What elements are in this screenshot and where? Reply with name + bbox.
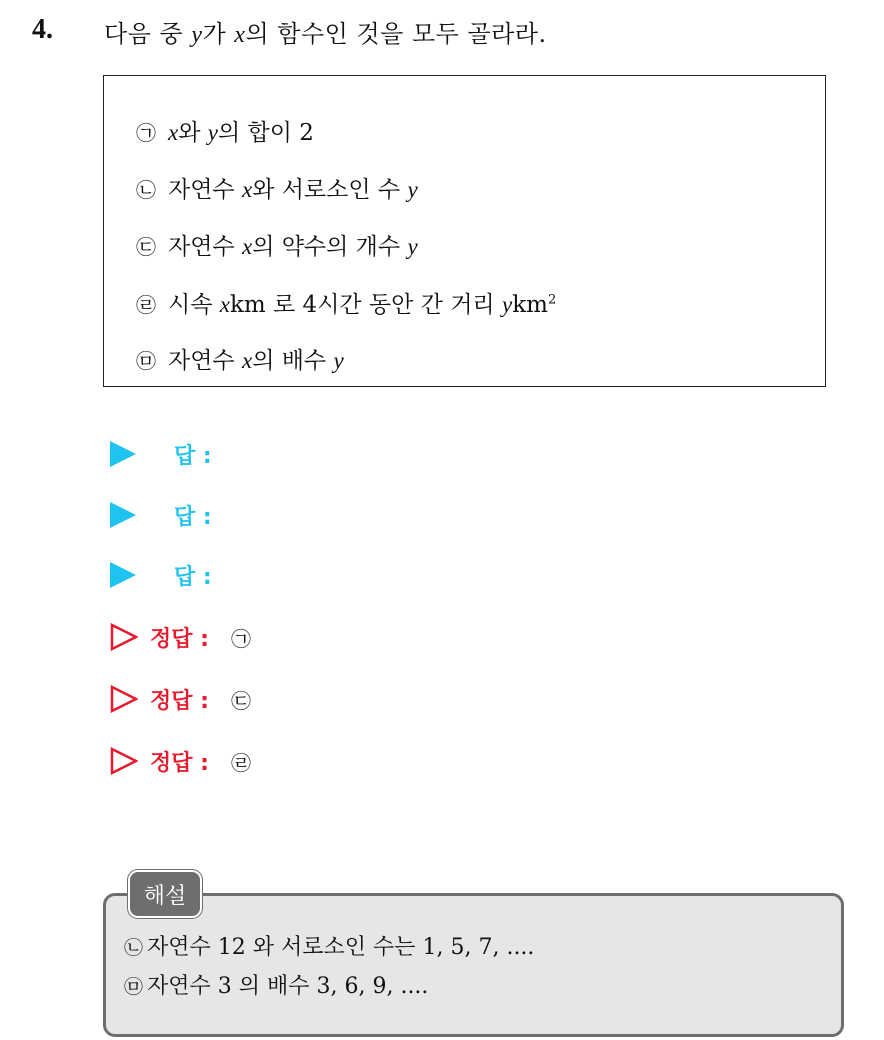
- question-number: 4.: [32, 14, 53, 45]
- math-variable: x: [219, 292, 230, 317]
- option-text-part: 와: [178, 120, 208, 146]
- option-text-part: 자연수: [168, 177, 242, 203]
- question-text-pre: 다음 중: [104, 20, 192, 48]
- variable-x: x: [234, 22, 246, 48]
- option-item: [134, 171, 418, 204]
- correct-value: ㉣: [230, 750, 251, 775]
- option-marker: ㉢: [136, 235, 156, 259]
- solution-text: 자연수 12 와 서로소인 수는 1, 5, 7, ....: [147, 935, 535, 960]
- solution-tag: 해설: [128, 870, 202, 918]
- solution-marker: ㉤: [124, 976, 144, 998]
- solution-line: [124, 930, 534, 961]
- variable-y: y: [191, 22, 203, 48]
- option-text-part: 2: [547, 292, 557, 308]
- outline-triangle-icon: [110, 685, 138, 713]
- answer-row: [110, 498, 212, 532]
- option-text: [168, 234, 418, 260]
- math-variable: y: [407, 234, 418, 259]
- option-text-part: 와 서로소인 수: [252, 177, 408, 203]
- play-triangle-icon: [110, 441, 136, 467]
- answer-label: 답 :: [174, 443, 212, 469]
- answer-row: [110, 558, 212, 592]
- outline-triangle-icon: [110, 623, 138, 651]
- option-marker: ㉡: [136, 178, 156, 202]
- math-variable: y: [333, 348, 344, 373]
- correct-label: 정답 :: [150, 626, 209, 652]
- answer-label: 답 :: [174, 504, 212, 530]
- option-item: [134, 114, 314, 147]
- solution-text: 자연수 3 의 배수 3, 6, 9, ....: [147, 974, 429, 999]
- answer-row: [110, 437, 212, 471]
- math-variable: x: [241, 348, 253, 373]
- math-variable: y: [207, 120, 218, 145]
- option-text: [168, 348, 344, 374]
- option-item: [134, 342, 344, 375]
- play-triangle-icon: [110, 502, 136, 528]
- math-variable: x: [241, 234, 253, 259]
- correct-answer-row: [110, 682, 251, 716]
- option-item: [134, 228, 418, 261]
- option-text-part: km: [512, 292, 548, 318]
- correct-value: ㉠: [230, 626, 251, 651]
- option-text-part: 시속: [168, 292, 220, 318]
- option-text-part: 의 배수: [252, 348, 334, 374]
- answer-label: 답 :: [174, 564, 212, 590]
- option-marker: ㉤: [136, 349, 156, 373]
- option-text-part: 자연수: [168, 348, 242, 374]
- option-item: [134, 286, 556, 319]
- question-text-post: 의 함수인 것을 모두 골라라.: [245, 20, 547, 48]
- question-text: [104, 14, 547, 49]
- outline-triangle-icon: [110, 747, 138, 775]
- correct-answer-row: [110, 744, 251, 778]
- math-variable: y: [501, 292, 513, 317]
- math-variable: x: [241, 177, 253, 202]
- play-triangle-icon: [110, 562, 136, 588]
- option-text: [168, 120, 314, 146]
- correct-label: 정답 :: [150, 750, 209, 776]
- solution-marker: ㉡: [124, 937, 144, 959]
- option-text-part: km 로 4시간 동안 간 거리: [229, 292, 502, 318]
- option-text-part: 자연수: [168, 234, 242, 260]
- math-variable: y: [407, 177, 418, 202]
- options-box: [103, 75, 826, 387]
- solution-box: [103, 893, 844, 1037]
- option-text-part: 의 합이 2: [217, 120, 314, 146]
- solution-line: [124, 969, 428, 1000]
- option-text: [168, 177, 418, 203]
- question-text-mid: 가: [202, 20, 235, 48]
- math-variable: x: [168, 120, 179, 145]
- option-marker: ㉣: [136, 293, 156, 317]
- correct-answer-row: [110, 620, 251, 654]
- option-text-part: 의 약수의 개수: [252, 234, 408, 260]
- correct-label: 정답 :: [150, 688, 209, 714]
- option-marker: ㉠: [136, 121, 156, 145]
- correct-value: ㉢: [230, 688, 251, 713]
- option-text: [168, 292, 556, 318]
